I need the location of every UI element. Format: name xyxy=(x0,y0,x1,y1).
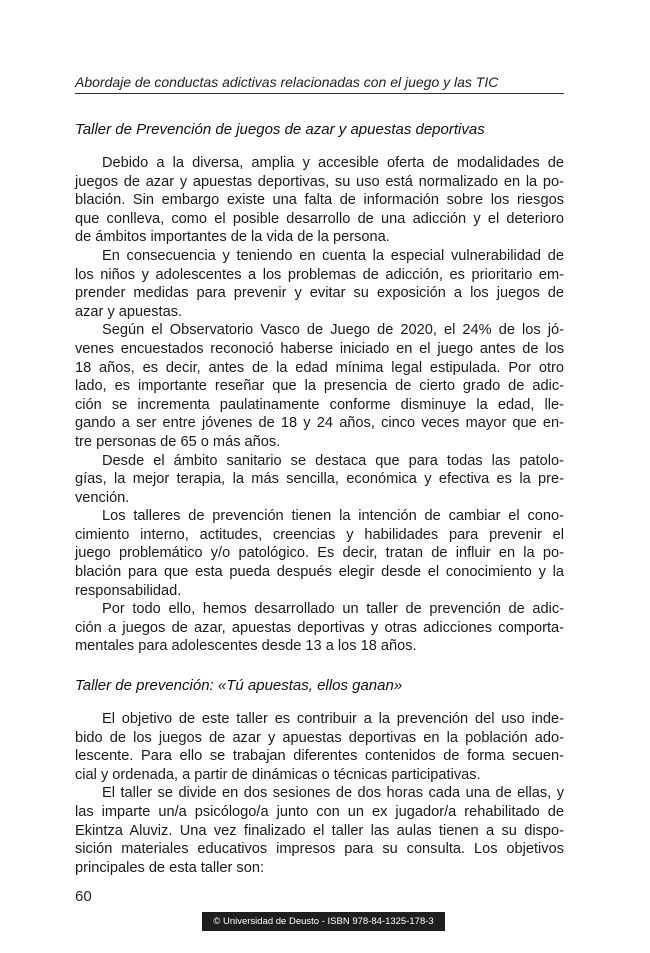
section-2-body xyxy=(75,710,564,877)
paragraph-line: Debido a la diversa, amplia y accesible oferta de modalidades de xyxy=(102,155,564,171)
paragraph-line: Los talleres de prevención tienen la intención de cambiar el cono- xyxy=(102,508,564,525)
running-header: Abordaje de conductas adictivas relacionadas con el juego y las TIC xyxy=(75,74,564,94)
paragraph-line: lado, es importante reseñar que la presencia de cierto grado de adic- xyxy=(75,378,564,395)
paragraph-line: las imparte un/a psicólogo/a junto con un ex jugador/a rehabilitado de xyxy=(75,803,564,820)
paragraph-line: Ekintza Aluviz. Una vez finalizado el taller las aulas tienen a su dispo- xyxy=(75,822,564,839)
paragraph-line: responsabilidad. xyxy=(75,582,182,599)
paragraph-line: Desde el ámbito sanitario se destaca que para todas las patolo- xyxy=(102,452,564,469)
paragraph-line: mentales para adolescentes desde 13 a los 18 años. xyxy=(75,638,417,655)
paragraph-line: gando a ser entre jóvenes de 18 y 24 años, cinco veces mayor que en- xyxy=(75,415,564,432)
paragraph-line: sición materiales educativos impresos para su consulta. Los objetivos xyxy=(75,841,564,858)
copyright-footer: © Universidad de Deusto - ISBN 978-84-1325-178-3 xyxy=(202,912,445,931)
paragraph-line: 18 años, es decir, antes de la edad mínima legal estipulada. Por otro xyxy=(75,359,564,376)
paragraph-line: cimiento interno, actitudes, creencias y habilidades para prevenir el xyxy=(75,526,564,543)
paragraph-line: ción se incrementa paulatinamente conforme disminuye la edad, lle- xyxy=(75,396,564,413)
paragraph-line: Según el Observatorio Vasco de Juego de 2020, el 24% de los jó- xyxy=(102,322,564,339)
paragraph-line: juegos de azar y apuestas deportivas, su uso está normalizado en la po- xyxy=(75,173,564,190)
paragraph-line: cial y ordenada, a partir de dinámicas o técnicas participativas. xyxy=(75,766,481,783)
paragraph-line: En consecuencia y teniendo en cuenta la especial vulnerabilidad de xyxy=(102,247,564,264)
page-number: 60 xyxy=(75,888,92,905)
paragraph-line: los niños y adolescentes a los problemas de adicción, es prioritario em- xyxy=(75,266,564,283)
paragraph-line: El taller se divide en dos sesiones de dos horas cada una de ellas, y xyxy=(102,785,564,802)
paragraph-line: azar y apuestas. xyxy=(75,303,183,320)
paragraph-line: blación. Sin embargo existe una falta de información sobre los riesgos xyxy=(75,192,564,209)
paragraph-line: tre personas de 65 o más años. xyxy=(75,433,281,450)
paragraph-line: de ámbitos importantes de la vida de la persona. xyxy=(75,229,390,246)
paragraph-line: juego problemático y/o patológico. Es decir, tratan de influir en la po- xyxy=(75,545,564,562)
paragraph-line: blación para que esta pueda después elegir desde el conocimiento y la xyxy=(75,564,564,581)
paragraph-line: ción a juegos de azar, apuestas deportivas y otras adicciones comporta- xyxy=(75,619,564,636)
paragraph-line: que conlleva, como el posible desarrollo de una adicción y el deterioro xyxy=(75,210,564,227)
paragraph-line: venes encuestados reconoció haberse iniciado en el juego antes de los xyxy=(75,340,564,357)
paragraph-line: Por todo ello, hemos desarrollado un taller de prevención de adic- xyxy=(102,601,564,618)
paragraph-line: prender medidas para prevenir y evitar su exposición a los juegos de xyxy=(75,285,564,302)
section-title-workshop-tu-apuestas: Taller de prevención: «Tú apuestas, ellos ganan» xyxy=(75,677,403,694)
paragraph-line: gías, la mejor terapia, la más sencilla, económica y efectiva es la pre- xyxy=(75,471,564,488)
section-title-prevention-workshop: Taller de Prevención de juegos de azar y apuestas deportivas xyxy=(75,121,485,138)
paragraph-line: principales de esta taller son: xyxy=(75,859,265,876)
paragraph-line: vención. xyxy=(75,489,130,506)
paragraph-line: lescente. Para ello se trabajan diferentes contenidos de forma secuen- xyxy=(75,748,564,765)
paragraph-line: El objetivo de este taller es contribuir a la prevención del uso inde- xyxy=(102,711,564,727)
section-1-body xyxy=(75,154,564,656)
paragraph-line: bido de los juegos de azar y apuestas deportivas en la población ado- xyxy=(75,729,564,746)
